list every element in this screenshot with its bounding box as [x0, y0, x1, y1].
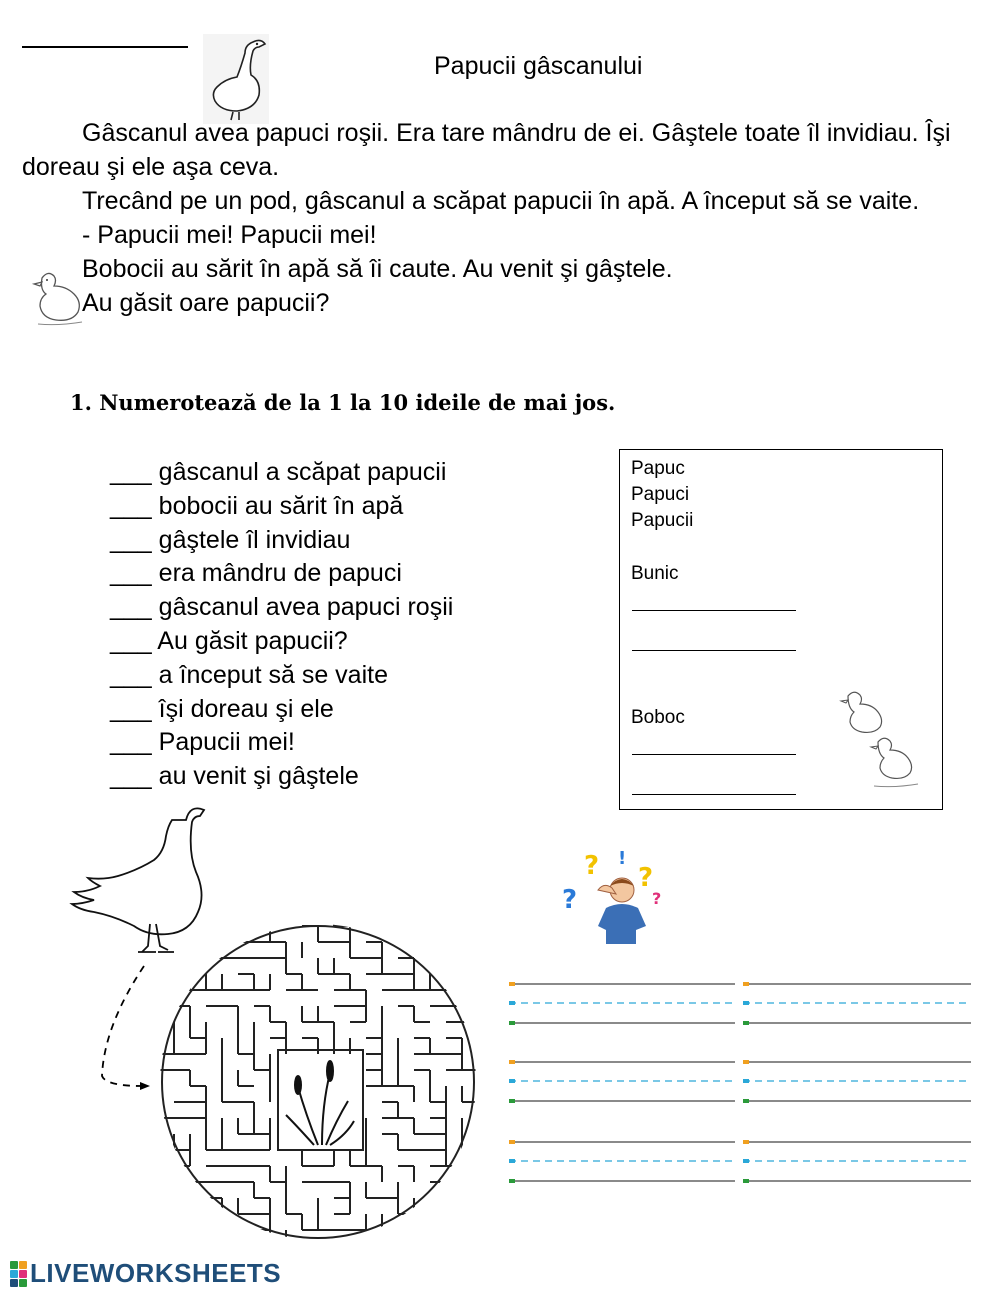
- idea-text: Papucii mei!: [158, 728, 295, 757]
- guide-marker: [509, 1099, 515, 1103]
- ducklings-illustration: [838, 688, 928, 792]
- guide-marker: [509, 1079, 515, 1083]
- idea-text: gâscanul a scăpat papucii: [158, 458, 447, 486]
- svg-text:!: !: [618, 848, 627, 869]
- idea-item: [110, 591, 453, 625]
- guide-marker: [743, 1021, 749, 1025]
- story-text: [22, 116, 962, 320]
- story-question: Au găsit oare papucii?: [82, 289, 330, 317]
- handwriting-lines[interactable]: [505, 978, 973, 1188]
- idea-number-blank[interactable]: ___: [110, 626, 152, 655]
- guide-marker: [743, 1001, 749, 1005]
- guide-marker: [509, 1060, 515, 1064]
- guide-marker: [743, 982, 749, 986]
- idea-number-blank[interactable]: ___: [110, 458, 152, 486]
- guide-marker: [509, 982, 515, 986]
- idea-item: [110, 726, 453, 760]
- guide-marker: [743, 1079, 749, 1083]
- story-paragraph-2: Trecând pe un pod, gâscanul a scăpat papucii în apă. A început să se vaite.: [82, 187, 920, 215]
- guide-marker: [509, 1021, 515, 1025]
- box-word: Papucii: [631, 510, 694, 531]
- box-word: Bunic: [631, 563, 679, 584]
- idea-item: [110, 693, 453, 727]
- guide-marker: [509, 1159, 515, 1163]
- word-box: [619, 449, 943, 810]
- idea-text: au venit şi gâştele: [158, 762, 359, 791]
- reed-plant-icon: [286, 1061, 354, 1145]
- goose-illustration: [203, 34, 269, 124]
- idea-text: gâscanul avea papuci roşii: [158, 593, 454, 622]
- dashed-arrow: [96, 962, 156, 1092]
- guide-marker: [743, 1060, 749, 1064]
- idea-text: a început să se vaite: [158, 660, 388, 689]
- task-instruction: 1. Numerotează de la 1 la 10 ideile de mai jos.: [70, 390, 616, 415]
- guide-marker: [743, 1099, 749, 1103]
- idea-item: [110, 456, 453, 490]
- logo-mark-icon: [10, 1261, 27, 1287]
- svg-text:?: ?: [584, 851, 600, 881]
- answer-line[interactable]: [632, 794, 796, 795]
- guide-marker: [509, 1001, 515, 1005]
- idea-text: gâştele îl invidiau: [158, 525, 351, 554]
- idea-number-blank[interactable]: ___: [110, 660, 152, 689]
- story-paragraph-1: Gâscanul avea papuci roşii. Era tare mândru de ei. Gâştele toate îl invidiau. Îşi doreau şi ele aşa ceva.: [22, 119, 951, 181]
- maze[interactable]: [158, 910, 478, 1255]
- idea-item: [110, 557, 453, 591]
- idea-number-blank[interactable]: ___: [110, 593, 152, 622]
- idea-number-blank[interactable]: ___: [110, 762, 152, 791]
- idea-text: Au găsit papucii?: [157, 626, 348, 655]
- idea-text: era mândru de papuci: [158, 559, 402, 588]
- idea-number-blank[interactable]: ___: [110, 525, 152, 554]
- thinking-boy-illustration: [560, 846, 670, 946]
- logo-text: LIVEWORKSHEETS: [30, 1258, 282, 1288]
- svg-text:?: ?: [652, 889, 662, 908]
- ideas-list: [110, 456, 453, 794]
- guide-marker: [743, 1159, 749, 1163]
- idea-item: [110, 659, 453, 693]
- box-word: Papuci: [631, 484, 690, 505]
- answer-line[interactable]: [632, 754, 796, 755]
- idea-item: [110, 490, 453, 524]
- svg-text:?: ?: [562, 885, 578, 915]
- guide-marker: [509, 1140, 515, 1144]
- idea-number-blank[interactable]: ___: [110, 728, 152, 757]
- guide-marker: [743, 1140, 749, 1144]
- box-word: Boboc: [631, 707, 685, 728]
- box-word: Papuc: [631, 458, 685, 479]
- liveworksheets-logo: [10, 1258, 281, 1289]
- idea-number-blank[interactable]: ___: [110, 559, 152, 588]
- student-name-line: [22, 46, 188, 48]
- idea-item: [110, 625, 453, 659]
- story-dialogue: - Papucii mei! Papucii mei!: [82, 221, 377, 249]
- maze-center-wall: [278, 1050, 363, 1150]
- idea-item: [110, 524, 453, 558]
- svg-text:?: ?: [638, 863, 654, 893]
- guide-marker: [509, 1179, 515, 1183]
- idea-text: bobocii au sărit în apă: [158, 491, 404, 520]
- answer-line[interactable]: [632, 650, 796, 651]
- idea-number-blank[interactable]: ___: [110, 491, 152, 520]
- idea-text: îşi doreau şi ele: [158, 694, 334, 723]
- story-paragraph-3: Bobocii au sărit în apă să îi caute. Au venit şi gâştele.: [82, 255, 673, 283]
- idea-item: [110, 760, 453, 794]
- idea-number-blank[interactable]: ___: [110, 694, 152, 723]
- page-title: Papucii gâscanului: [434, 52, 643, 80]
- answer-line[interactable]: [632, 610, 796, 611]
- guide-marker: [743, 1179, 749, 1183]
- duckling-illustration: [30, 268, 88, 328]
